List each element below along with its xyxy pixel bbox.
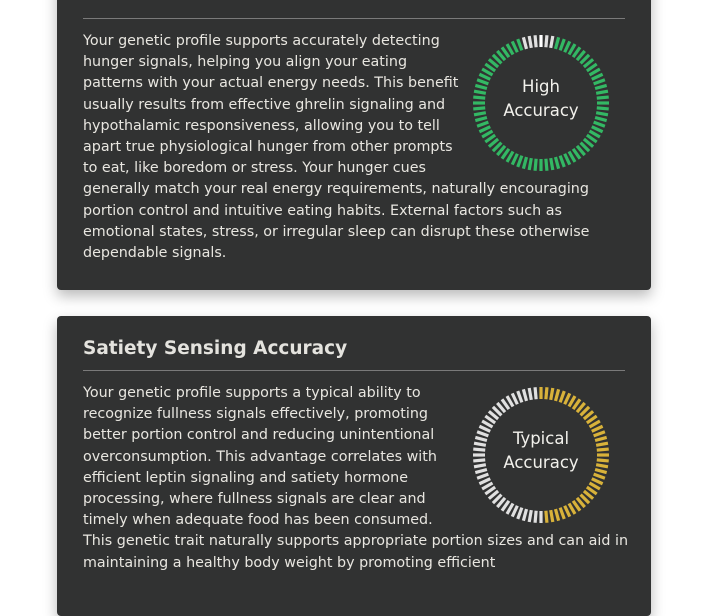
gauge-segment [565, 154, 570, 165]
gauge-segment [529, 510, 531, 522]
gauge-segment [518, 156, 522, 167]
gauge-segment [565, 41, 570, 52]
gauge-segment [512, 506, 517, 517]
gauge-segment [518, 39, 522, 50]
gauge-segment [555, 389, 558, 401]
accuracy-gauge [471, 33, 611, 173]
gauge-segment [479, 479, 490, 484]
satiety-sensing-card [57, 316, 651, 616]
gauge-segment [551, 388, 553, 400]
gauge-label-line1: Typical [512, 429, 570, 448]
gauge-segment [555, 37, 558, 49]
title-divider [83, 370, 625, 371]
gauge-segment [565, 393, 570, 404]
gauge-segment [565, 506, 570, 517]
gauge-segment [535, 159, 536, 171]
gauge-segment [518, 391, 522, 402]
gauge-segment [529, 388, 531, 400]
gauge-segment [523, 157, 526, 169]
gauge-label [471, 427, 611, 475]
gauge-segment [523, 37, 526, 49]
gauge-segment [560, 508, 564, 519]
gauge-segment [555, 509, 558, 521]
gauge-segment [512, 393, 517, 404]
gauge-segment [479, 127, 490, 132]
hunger-perception-card [57, 0, 651, 290]
gauge-segment [523, 389, 526, 401]
gauge-segment [535, 35, 536, 47]
gauge-segment [551, 510, 553, 522]
gauge-segment [546, 159, 547, 171]
gauge-label-line2: Accuracy [503, 101, 579, 120]
gauge-label-line2: Accuracy [503, 453, 579, 472]
card-title: Satiety Sensing Accuracy [83, 338, 348, 359]
gauge-segment [529, 36, 531, 48]
gauge-segment [535, 511, 536, 523]
gauge-segment [535, 387, 536, 399]
gauge-segment [560, 391, 564, 402]
gauge-segment [512, 41, 517, 52]
gauge-segment [551, 36, 553, 48]
gauge-segment [518, 508, 522, 519]
accuracy-gauge [471, 385, 611, 525]
gauge-segment [560, 39, 564, 50]
gauge-label [471, 75, 611, 123]
title-divider [83, 18, 625, 19]
gauge-segment [555, 157, 558, 169]
gauge-segment [592, 479, 603, 484]
gauge-segment [560, 156, 564, 167]
gauge-segment [551, 158, 553, 170]
gauge-label-line1: High [522, 77, 560, 96]
gauge-segment [546, 387, 547, 399]
card-description-text: Your genetic profile supports a typical ability to recognize fullness signals effectively, promoting better portion control and reducing unintentional overconsumption. This advantage correlates with efficient leptin signaling and satiety hormone processing, where fullness signals are clear and timely when adequate food has been consumed. This genetic trait naturally supports appropriate portion sizes and can aid in maintaining a healthy body weight by promoting efficient [83, 385, 629, 571]
gauge-segment [523, 509, 526, 521]
gauge-segment [592, 127, 603, 132]
gauge-segment [512, 154, 517, 165]
card-description-text: Your genetic profile supports accurately detecting hunger signals, helping you align your eating patterns with your actual energy needs. This benefit usually results from effective ghrelin signaling and hypothalamic responsiveness, allowing you to tell apart true physiological hunger from other prompts to eat, like boredom or stress. Your hunger cues generally match your real energy requirements, naturally encouraging portion control and intuitive eating habits. External factors such as emotional states, stress, or irregular sleep can disrupt these otherwise dependable signals. [83, 33, 590, 262]
gauge-segment [529, 158, 531, 170]
gauge-segment [546, 35, 547, 47]
gauge-segment [546, 511, 547, 523]
